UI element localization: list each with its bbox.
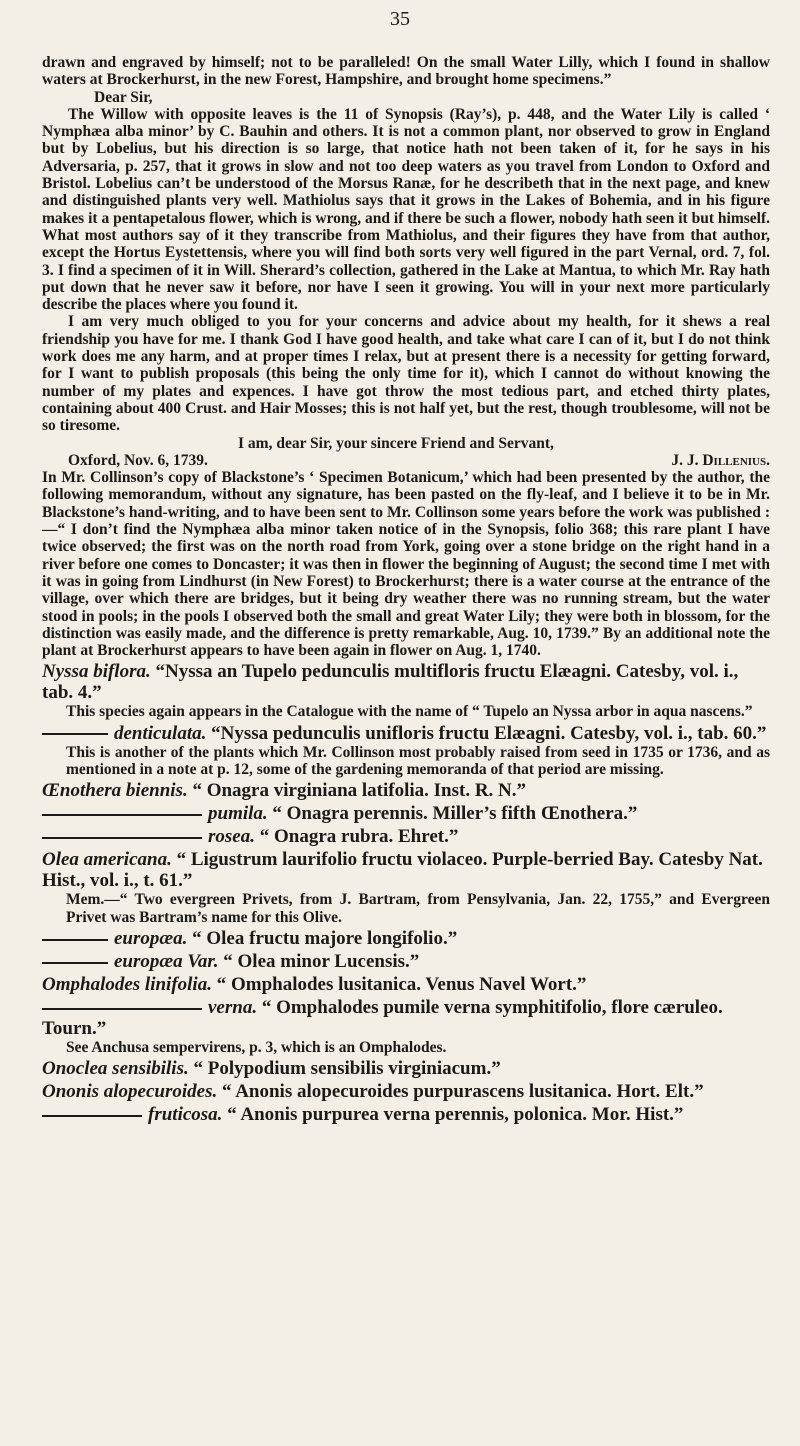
entry-olea-americana [42,849,770,891]
ditto-dash [42,837,202,839]
species-desc: “Nyssa pedunculis unifloris fructu Elæagni. Catesby, vol. i., tab. 60.” [211,722,767,744]
letter-paragraph: The Willow with opposite leaves is the 11 of Synopsis (Ray’s), p. 448, and the Water Lily is called ‘ Nymphæa alba minor’ by C. Bauhin and others. It is not a common plant, nor observed to grow in England but by Lobelius, but his direction is so large, that notice hath not been taken of it, for he says in his Adversaria, p. 257, that it grows in slow and not too deep waters as you travel from London to Oxford and Bristol. Lobelius can’t be understood of the Morsus Ranæ, for he describeth that in the next page, and knew and distinguished plants very well. Mathiolus says that it grows in the Lakes of Bohemia, and in his figure makes it a pentapetalous flower, which is wrong, and if there be such a flower, nobody hath seen it but himself. What most authors say of it they transcribe from Mathiolus, and their figures they have from that author, except the Hortus Eystettensis, where you will find both sorts very well figured in the part Vernal, ord. 7, fol. 3. I find a specimen of it in Will. Sherard’s collection, gathered in the Lake at Mantua, to which Mr. Ray hath put down that he never saw it before, nor have I seen it growing. You will in your next more particularly describe the places where you found it. [42,105,770,314]
species-name: Nyssa biflora. [42,661,151,683]
species-desc: “ Onagra perennis. Miller’s fifth Œnothera.” [272,803,638,825]
ditto-dash [42,1008,202,1010]
species-desc: “ Ligustrum laurifolio fructu violaceo. Purple-berried Bay. Catesby Nat. Hist., vol. i., t. 61.” [42,849,763,892]
place-date: Oxford, Nov. 6, 1739. [68,451,208,469]
species-name: Ononis alopecuroides. [42,1081,218,1103]
species-desc: “ Olea fructu majore longifolio.” [192,927,458,949]
page-body [42,54,770,1125]
ditto-dash [42,1115,142,1117]
entry-note: This species again appears in the Catalogue with the name of “ Tupelo an Nyssa arbor in aqua nascens.” [66,703,753,721]
signoff-line [42,452,770,469]
species-desc: “ Omphalodes pumile verna symphitifolio, flore cæruleo. Tourn.” [42,996,723,1039]
entry-ononis-alopecuroides [42,1081,770,1102]
salutation: Dear Sir, [94,88,153,106]
ditto-dash [42,939,108,941]
ditto-dash [42,814,202,816]
entry-note: Mem.—“ Two evergreen Privets, from J. Bartram, from Pensylvania, Jan. 22, 1755,” and Evergreen Privet was Bartram’s name for this Olive. [66,891,770,926]
species-desc: “ Onagra rubra. Ehret.” [259,826,459,848]
species-desc: “Nyssa an Tupelo pedunculis multifloris fructu Elæagni. Catesby, vol. i., tab. 4.” [42,661,739,704]
species-name: europæa. [114,927,188,949]
species-name: denticulata. [114,722,207,744]
entry-olea-europaea-var [42,951,770,972]
species-name: europæa Var. [114,950,219,972]
entry-onoclea-sensibilis [42,1058,770,1079]
entry-note: See Anchusa sempervirens, p. 3, which is an Omphalodes. [66,1038,447,1056]
entry-oenothera-rosea [42,826,770,847]
collinson-note: In Mr. Collinson’s copy of Blackstone’s ‘ Specimen Botanicum,’ which had been presented by the author, the following memorandum, without any signature, has been pasted on the fly-leaf, and I believe it to be in Mr. Blackstone’s hand-writing, and to have been sent to Mr. Collinson some years before the work was published :—“ I don’t find the Nymphæa alba minor taken notice of in the Synopsis, folio 368; this rare plant I have twice observed; the first was on the north road from York, going over a stone bridge on the right hand in a river before one comes to Doncaster; it was then in flower the beginning of August; the second time I met with it was in going from Lindhurst (in New Forest) to Brockerhurst; there is a water course at the entrance of the village, over which there are bridges, but it being dry weather there was no running stream, but the water stood in pools; in the pools I observed both the small and great Water Lily; they were both in blossom, for the distinction was easily made, and the difference is pretty remarkable, Aug. 10, 1739.” By an additional note the plant at Brockerhurst appears to have been again in flower on Aug. 1, 1740. [42,469,770,660]
closing: I am, dear Sir, your sincere Friend and Servant, [238,434,554,452]
entry-omphalodes-linifolia [42,974,770,995]
species-desc: “ Onagra virginiana latifolia. Inst. R. N.” [192,780,527,802]
species-name: Omphalodes linifolia. [42,973,212,995]
species-name: pumila. [208,803,268,825]
species-name: fruticosa. [148,1104,223,1126]
signature: J. J. Dillenius. [671,451,770,469]
letter-paragraph: drawn and engraved by himself; not to be paralleled! On the small Water Lilly, which I found in shallow waters at Brockerhurst, in the new Forest, Hampshire, and brought home specimens.” [42,54,770,89]
species-desc: “ Omphalodes lusitanica. Venus Navel Wort.” [216,973,587,995]
species-name: Onoclea sensibilis. [42,1058,189,1080]
entry-nyssa-biflora [42,661,770,703]
entry-olea-europaea [42,928,770,949]
entry-oenothera-pumila [42,803,770,824]
page-number: 35 [390,8,410,30]
ditto-dash [42,733,108,735]
species-desc: “ Anonis purpurea verna perennis, polonica. Mor. Hist.” [227,1104,684,1126]
ditto-dash [42,962,108,964]
entry-oenothera-biennis [42,780,770,801]
species-name: Œnothera biennis. [42,780,188,802]
entry-omphalodes-verna [42,997,770,1039]
species-desc: “ Olea minor Lucensis.” [223,950,420,972]
species-name: verna. [208,996,258,1018]
entry-note: This is another of the plants which Mr. Collinson most probably raised from seed in 1735 or 1736, and as mentioned in a note at p. 12, some of the gardening memoranda of that period are missing. [66,743,770,778]
species-desc: “ Polypodium sensibilis virginiacum.” [193,1058,501,1080]
species-name: Olea americana. [42,849,172,871]
entry-nyssa-denticulata [42,723,770,744]
letter-paragraph: I am very much obliged to you for your concerns and advice about my health, for it shews a real friendship you have for me. I thank God I have good health, and take what care I can of it, but I do not think work does me any harm, and at proper times I relax, but at present there is a necessity for getting forward, for I want to publish proposals (this being the only time for it), which I cannot do without knowing the number of my plates and expences. I have got throw the most tedious part, and etched thirty plates, containing about 400 Crust. and Hair Mosses; this is not half yet, but the rest, though troublesome, will not be so tiresome. [42,313,770,435]
entry-ononis-fruticosa [42,1104,770,1125]
species-name: rosea. [208,826,255,848]
species-desc: “ Anonis alopecuroides purpurascens lusitanica. Hort. Elt.” [222,1081,704,1103]
